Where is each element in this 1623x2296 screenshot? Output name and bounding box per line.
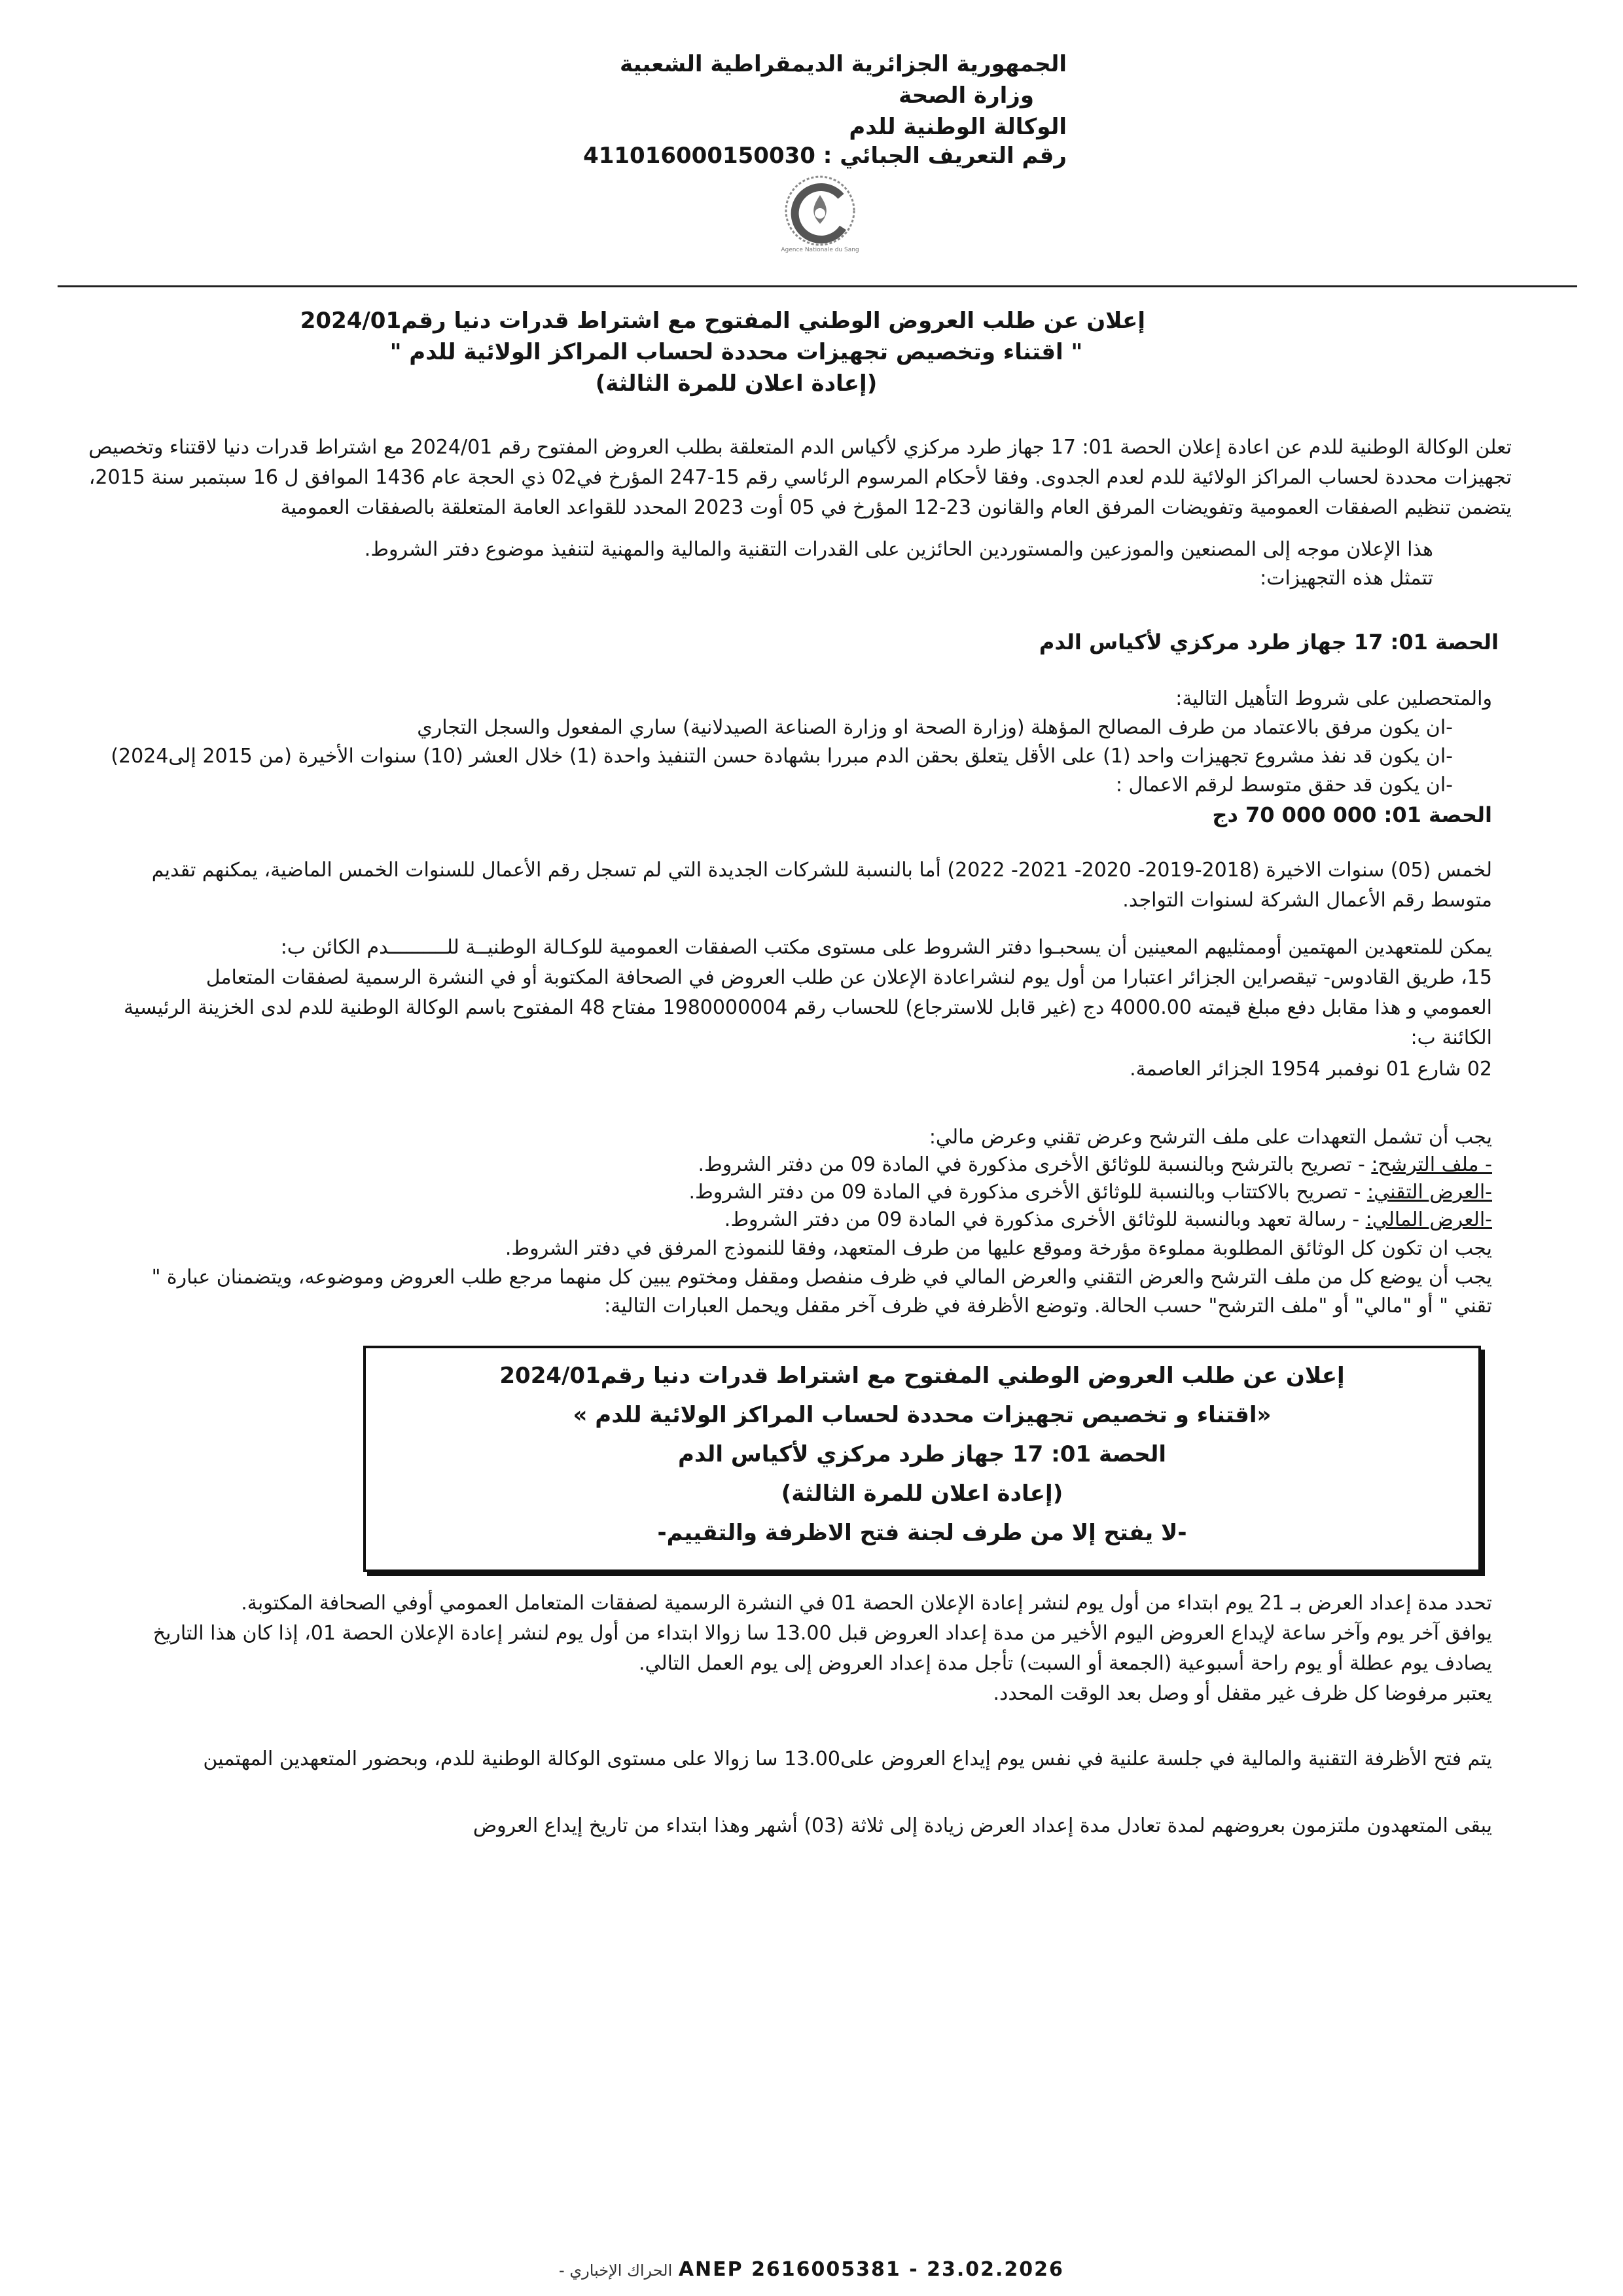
announcement-subject: " اقتناء وتخصيص تجهيزات محددة لحساب المراكز الولائية للدم " [389, 339, 1083, 365]
header-ministry: وزارة الصحة [899, 82, 1034, 109]
header-republic: الجمهورية الجزائرية الديمقراطية الشعبية [620, 51, 1067, 77]
docs-candidacy-file [698, 1153, 1493, 1176]
envelope-line-3: الحصة 01: 17 جهاز طرد مركزي لأكياس الدم [678, 1441, 1166, 1467]
docs-financial-label: -العرض المالي: [1365, 1208, 1492, 1231]
header-tax-id: رقم التعريف الجبائي : 411016000150030 [583, 143, 1067, 169]
docs-candidacy-text: - تصريح بالترشح وبالنسبة للوثائق الأخرى مذكورة في المادة 09 من دفتر الشروط. [698, 1153, 1372, 1176]
opening-session: يتم فتح الأظرفة التقنية والمالية في جلسة علنية في نفس يوم إيداع العروض على13.00 سا زوالا على مستوى الوكالة الوطنية للدم، وبحضور المتعهدين المهتمين [203, 1748, 1492, 1770]
docs-technical-label: -العرض التقني: [1366, 1181, 1492, 1204]
intro-line-3: يتضمن تنظيم الصفقات العمومية وتفويضات المرفق العام والقانون 23-12 المؤرخ في 05 أوت 2023 المحدد للقواعد العامة المتعلقة بالصفقات العمومية [280, 496, 1512, 519]
qualification-criterion-3: -ان يكون قد حقق متوسط لرقم الاعمال : [1115, 774, 1453, 797]
qualification-criterion-1: -ان يكون مرفق بالاعتماد من طرف المصالح المؤهلة (وزارة الصحة او وزارة الصناعة الصيدلانية) ساري المفعول والسجل التجاري [417, 716, 1453, 739]
docs-note-3: تقني " أو "مالي" أو "ملف الترشح" حسب الحالة. وتوضع الأظرفة في ظرف آخر مقفل ويحمل العبارات التالية: [604, 1295, 1492, 1318]
withdraw-line-5: 02 شارع 01 نوفمبر 1954 الجزائر العاصمة. [1130, 1058, 1492, 1081]
envelope-line-1: إعلان عن طلب العروض الوطني المفتوح مع اشتراط قدرات دنيا رقم2024/01 [499, 1363, 1345, 1389]
docs-intro: يجب أن تشمل التعهدات على ملف الترشح وعرض تقني وعرض مالي: [929, 1126, 1492, 1149]
footer-source: - الحراك الإخباري [559, 2261, 673, 2280]
target-line-2: تتمثل هذه التجهيزات: [1260, 567, 1433, 590]
intro-line-2: تجهيزات محددة لحساب المراكز الولائية للدم لعدم الجدوى. وفقا لأحكام المرسوم الرئاسي رقم 15-247 المؤرخ في02 ذي الحجة عام 1436 الموافق ل 16 سبتمبر سنة 2015، [88, 466, 1512, 489]
docs-note-1: يجب ان تكون كل الوثائق المطلوبة مملوءة مؤرخة وموقع عليها من طرف المتعهد، وفقا للنموذج المرفق في دفتر الشروط. [505, 1237, 1492, 1260]
header-divider [58, 285, 1577, 287]
announcement-repeat-note: (إعادة اعلان للمرة الثالثة) [595, 370, 878, 397]
footer-code: ANEP 2616005381 - 23.02.2026 [678, 2258, 1064, 2281]
header-agency: الوكالة الوطنية للدم [849, 114, 1067, 140]
deadline-line-1: تحدد مدة إعداد العرض بـ 21 يوم ابتداء من أول يوم لنشر إعادة الإعلان الحصة 01 في النشرة الرسمية لصفقات المتعامل العمومي أوفي الصحافة المكتوبة. [241, 1592, 1492, 1615]
intro-line-1: تعلن الوكالة الوطنية للدم عن اعادة إعلان الحصة 01: 17 جهاز طرد مركزي لأكياس الدم المتعلقة بطلب العروض المفتوح رقم 2024/01 مع اشتراط قدرات دنيا لاقتناء وتخصيص [88, 436, 1512, 459]
withdraw-line-1: يمكن للمتعهدين المهتمين أوممثليهم المعينين أن يسحبـوا دفتر الشروط على مستوى مكتب الصفقات العمومية للوكـالة الوطنيــة للــــــــــدم الكائن ب: [280, 936, 1492, 959]
agency-logo-icon [779, 170, 861, 255]
deadline-line-4: يعتبر مرفوضا كل ظرف غير مقفل أو وصل بعد الوقت المحدد. [993, 1682, 1492, 1705]
envelope-line-5: -لا يفتح إلا من طرف لجنة فتح الاظرفة والتقييم- [657, 1520, 1187, 1546]
qualification-criterion-2: -ان يكون قد نفذ مشروع تجهيزات واحد (1) على الأقل يتعلق بحقن الدم مبررا بشهادة حسن التنفيذ واحدة (1) خلال العشر (10) سنوات الأخيرة (من 2015 إلى2024) [111, 745, 1453, 768]
qualification-intro: والمتحصلين على شروط التأهيل التالية: [1175, 687, 1492, 710]
envelope-line-2: «اقتناء و تخصيص تجهيزات محددة لحساب المراكز الولائية للدم » [573, 1402, 1272, 1428]
docs-technical-offer [689, 1181, 1493, 1204]
docs-financial-text: - رسالة تعهد وبالنسبة للوثائق الأخرى مذكورة في المادة 09 من دفتر الشروط. [724, 1208, 1366, 1231]
withdraw-line-4: الكائنة ب: [1410, 1026, 1492, 1049]
deadline-line-2: يوافق آخر يوم وآخر ساعة لإيداع العروض اليوم الأخير من مدة إعداد العروض قبل 13.00 سا زوالا ابتداء من أول يوم لنشر إعادة الإعلان الحصة 01، إذا كان هذا التاريخ [152, 1622, 1492, 1645]
docs-technical-text: - تصريح بالاكتتاب وبالنسبة للوثائق الأخرى مذكورة في المادة 09 من دفتر الشروط. [688, 1181, 1367, 1204]
years-line-2: متوسط رقم الأعمال الشركة لسنوات التواجد. [1122, 889, 1492, 912]
svg-text:Agence Nationale du Sang: Agence Nationale du Sang [781, 247, 859, 253]
deadline-line-3: يصادف يوم عطلة أو يوم راحة أسبوعية (الجمعة أو السبت) تأجل مدة إعداد العروض إلى يوم العمل التالي. [639, 1652, 1492, 1675]
envelope-line-4: (إعادة اعلان للمرة الثالثة) [781, 1480, 1063, 1507]
offer-validity: يبقى المتعهدون ملتزمون بعروضهم لمدة تعادل مدة إعداد العرض زيادة إلى ثلاثة (03) أشهر وهذا ابتداء من تاريخ إيداع العروض [473, 1814, 1492, 1837]
years-line-1: لخمس (05) سنوات الاخيرة (2018-2019- 2020- 2021- 2022) أما بالنسبة للشركات الجديدة التي لم تسجل رقم الأعمال للسنوات الخمس الماضية، يمكنهم تقديم [151, 859, 1492, 882]
envelope-label-box [363, 1346, 1481, 1572]
docs-financial-offer [724, 1208, 1492, 1231]
lot-title: الحصة 01: 17 جهاز طرد مركزي لأكياس الدم [1039, 630, 1499, 655]
withdraw-line-2: 15، طريق القادوس- تيقصراين الجزائر اعتبارا من أول يوم لنشراعادة الإعلان عن طلب العروض في الصحافة المكتوبة أو في النشرة الرسمية لصفقات المتعامل [205, 966, 1492, 989]
target-line-1: هذا الإعلان موجه إلى المصنعين والموزعين والمستوردين الحائزين على القدرات التقنية والمالية والمهنية لتنفيذ موضوع دفتر الشروط. [364, 538, 1433, 561]
docs-candidacy-label: - ملف الترشح: [1371, 1153, 1492, 1176]
docs-note-2: يجب أن يوضع كل من ملف الترشح والعرض التقني والعرض المالي في ظرف منفصل ومقفل ومختوم يبين كل منهما مرجع طلب العروض وموضوعه، ويتضمنان عبارة " [151, 1266, 1492, 1289]
footer-reference [0, 2258, 1623, 2281]
withdraw-line-3: العمومي و هذا مقابل دفع مبلغ قيمته 4000.00 دج (غير قابل للاسترجاع) للحساب رقم 1980000004 مفتاح 48 المفتوح باسم الوكالة الوطنية للدم لدى الخزينة الرئيسية [124, 996, 1492, 1019]
announcement-title: إعلان عن طلب العروض الوطني المفتوح مع اشتراط قدرات دنيا رقم2024/01 [300, 308, 1145, 334]
turnover-requirement: الحصة 01: 000 000 70 دج [1212, 802, 1492, 827]
